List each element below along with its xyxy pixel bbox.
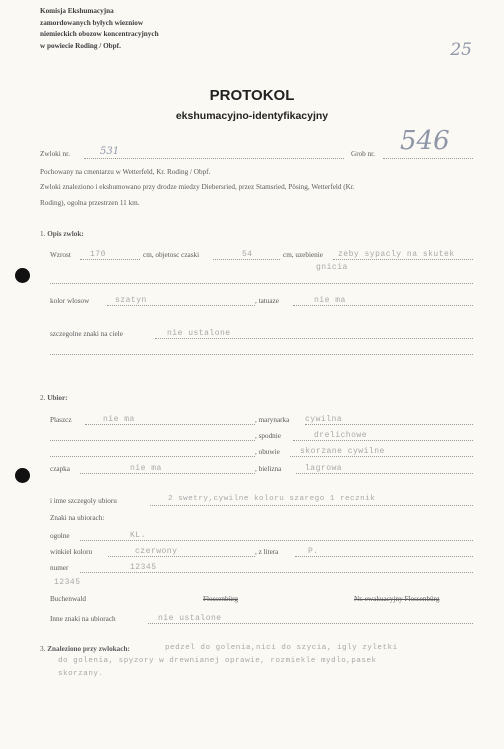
grob-label: Grob nr. [351,150,375,158]
uzebienie-value: zeby sypacly na skutek [338,250,455,259]
czaski-line [213,259,280,260]
czapka-line [80,473,255,474]
inne-szczegoly-line [150,505,473,506]
numer-extra-value: 12345 [54,578,81,587]
section-number: 3. [40,645,46,653]
section-number: 1. [40,230,46,238]
blank-line [50,440,255,441]
bielizna-value: lagrowa [305,464,343,473]
spodnie-label: , spodnie [255,432,281,440]
objetosc-label: cm, objetosc czaski [143,251,200,259]
bielizna-line [296,473,473,474]
uzebienie-line [333,259,473,260]
znaleziono-text-line2: Roding), ogolna przestrzen 11 km. [40,199,140,207]
tatuaze-line [293,305,473,306]
grob-number: 546 [400,126,450,156]
inne-znaki-label: Inne znaki na ubiorach [50,615,116,623]
blank-line [50,283,473,284]
numer-line [80,572,473,573]
org-line: w powiecie Roding / Obpf. [40,41,121,50]
ogolne-label: ogolne [50,532,70,540]
znaleziono-value-line2: do golenia, spyzory w drewnianej oprawie, rozmiekle mydlo,pasek [58,657,377,665]
inne-szczegoly-label: i inne szczegoly ubioru [50,497,117,505]
zwloki-number: 531 [100,146,120,157]
spodnie-line [293,440,473,441]
section-heading-ubior [40,394,68,402]
czapka-label: czapka [50,465,70,473]
marynarka-line [305,424,473,425]
marynarka-value: cywilna [305,415,343,424]
tatuaze-label: , tatuaze [255,297,279,305]
znaki-cialo-line [155,338,473,339]
org-line: zamordowanych byłych wiezniow [40,18,144,27]
section-title: Opis zwlok: [47,230,84,238]
inne-szczegoly-value: 2 swetry,cywilne koloru szarego 1 recznik [168,495,376,503]
ogolne-line [80,540,473,541]
zwloki-label: Zwloki nr. [40,150,70,158]
section-title: Ubior: [47,394,68,402]
znaki-cialo-label: szczegolne znaki na ciele [50,330,123,338]
winkiel-value: czerwony [135,547,178,556]
znaleziono-value-line1: pedzel do golenia,nici do szycia, igly zyletki [165,644,398,652]
org-line: niemieckich obozow koncentracyjnych [40,30,159,38]
czapka-value: nie ma [130,464,162,473]
blank-line [50,354,473,355]
znaki-ubior-label: Znaki na ubiorach: [50,514,105,522]
tatuaze-value: nie ma [314,296,346,305]
obuwie-value: skorzane cywilne [300,447,385,456]
numer-label: numer [50,564,69,572]
blank-line [50,456,255,457]
winkiel-line [108,556,255,557]
punch-hole [15,468,30,483]
inne-znaki-line [148,623,473,624]
buchenwald-label: Buchenwald [50,595,86,603]
plaszcz-line [85,424,255,425]
ogolne-value: KL. [130,531,146,540]
litera-value: P. [308,547,319,556]
litera-line [295,556,473,557]
kolor-value: szatyn [115,296,147,305]
czaski-value: 54 [242,250,253,259]
page-number: 25 [450,40,472,60]
kolor-line [107,305,255,306]
section-heading-opis [40,230,84,238]
znaleziono-text-line1: Zwloki znaleziono i ekshumowano przy drodze miedzy Diebersried, przez Stamsried, Pösing, Wetterfeld (Kr. [40,183,355,191]
pochowany-text: Pochowany na cmentarzu w Wetterfeld, Kr. Roding / Obpf. [40,168,211,176]
obuwie-line [290,456,473,457]
wzrost-value: 170 [90,250,106,259]
znaleziono-value-line3: skorzany. [58,670,104,678]
litera-label: , z litera [255,548,279,556]
section-title: Znaleziono przy zwlokach: [47,645,130,653]
obuwie-label: , obuwie [255,448,280,456]
spodnie-value: drelichowe [314,431,368,440]
wzrost-label: Wzrost [50,251,71,259]
uzebienie-value-cont: gnicia [316,263,348,272]
punch-hole [15,268,30,283]
znaki-cialo-value: nie ustalone [167,329,231,338]
section-heading-znaleziono [40,645,130,653]
wzrost-line [80,259,140,260]
zwloki-line [84,158,344,159]
winkiel-label: winkiel koloru [50,548,93,556]
bielizna-label: , bielizna [255,465,282,473]
document-title: PROTOKOL [209,87,295,104]
inne-znaki-value: nie ustalone [158,614,222,623]
plaszcz-label: Plaszcz [50,416,72,424]
plaszcz-value: nie ma [103,415,135,424]
uzebienie-label: cm, uzebienie [283,251,323,259]
grob-line [383,158,473,159]
kolor-label: kolor wlosow [50,297,90,305]
marynarka-label: , marynarka [255,416,290,424]
section-number: 2. [40,394,46,402]
document-subtitle: ekshumacyjno-identyfikacyjny [175,110,329,122]
flossenburg-label: Flossenbürg [203,595,239,603]
nr-ewakuacyjny-label: Nr. ewakuacyjny Flossenbürg [354,595,440,603]
organization-header [40,6,159,52]
numer-value: 12345 [130,563,157,572]
org-line: Komisja Ekshumacyjna [40,7,114,15]
